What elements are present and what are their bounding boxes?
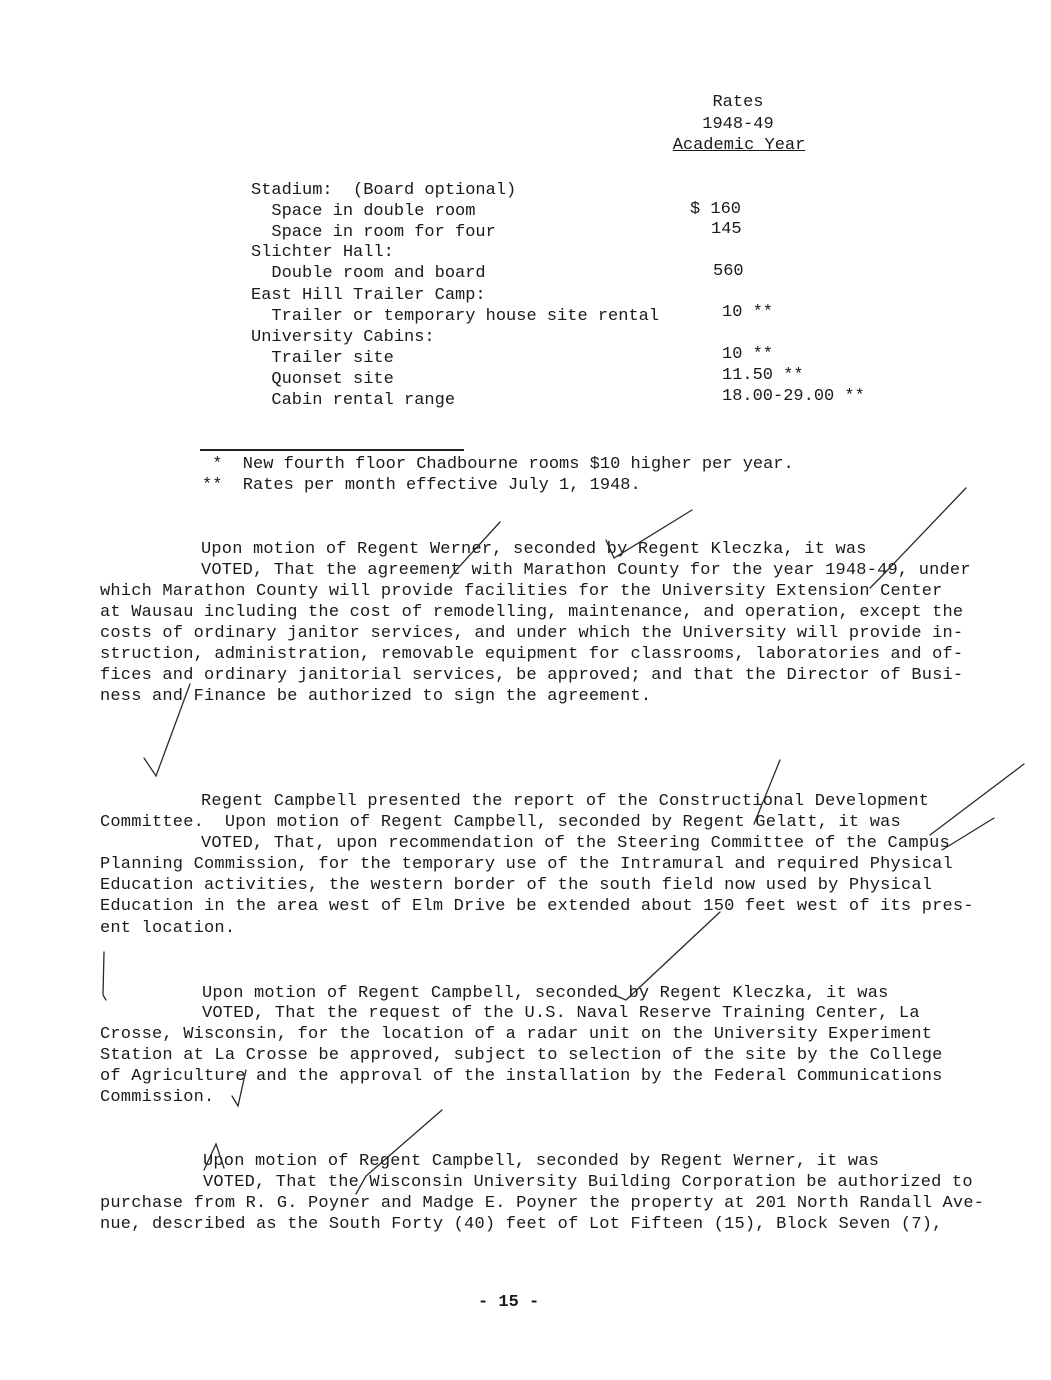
paragraph-line: Upon motion of Regent Werner, seconded by Regent Kleczka, it was [201,540,867,559]
rate-value: 10 ** [722,303,774,322]
rates-header-line2: 1948-49 [702,115,774,134]
rates-header-line1: Rates [712,93,764,112]
paragraph-line: costs of ordinary janitor services, and under which the University will provide in- [100,624,964,643]
paragraph-line: Committee. Upon motion of Regent Campbell, seconded by Regent Gelatt, it was [100,813,901,832]
check-mark-icon [942,818,994,850]
check-mark-icon [232,1070,246,1106]
rate-value: $ 160 [690,200,742,219]
rate-value: 10 ** [722,345,774,364]
rate-label: East Hill Trailer Camp: [251,286,486,305]
check-mark-icon [870,488,966,588]
check-mark-icon [204,1144,224,1170]
paragraph-line: Crosse, Wisconsin, for the location of a radar unit on the University Experiment [100,1025,933,1044]
rate-label: Slichter Hall: [251,243,394,262]
rate-label: Space in double room [251,202,476,221]
check-mark-icon [356,1110,442,1194]
check-mark-icon [103,952,106,1000]
paragraph-line: VOTED, That the Wisconsin University Building Corporation be authorized to [203,1173,973,1192]
paragraph-line: of Agriculture and the approval of the installation by the Federal Communications [100,1067,943,1086]
paragraph-line: nue, described as the South Forty (40) feet of Lot Fifteen (15), Block Seven (7), [100,1215,943,1234]
paragraph-line: which Marathon County will provide facilities for the University Extension Center [100,582,943,601]
footnote: ** Rates per month effective July 1, 1948. [202,476,641,495]
rate-label: Double room and board [251,264,486,283]
page-number: - 15 - [478,1293,540,1312]
paragraph-line: Regent Campbell presented the report of the Constructional Development [201,792,930,811]
paragraph-line: VOTED, That the request of the U.S. Naval Reserve Training Center, La [202,1004,920,1023]
paragraph-line: VOTED, That, upon recommendation of the Steering Committee of the Campus [201,834,950,853]
rate-value: 560 [713,262,744,281]
rate-label: Trailer site [251,349,394,368]
rate-label: Quonset site [251,370,394,389]
rate-label: University Cabins: [251,328,435,347]
paragraph-line: ent location. [100,919,236,938]
paragraph-line: Commission. [100,1088,215,1107]
paragraph-line: Education activities, the western border of the south field now used by Physical [100,876,933,895]
rate-value: 145 [711,220,742,239]
rate-label: Stadium: (Board optional) [251,181,517,200]
paragraph-line: fices and ordinary janitorial services, be approved; and that the Director of Busi- [100,666,964,685]
paragraph-line: at Wausau including the cost of remodelling, maintenance, and operation, except the [100,603,964,622]
paragraph-line: purchase from R. G. Poyner and Madge E. Poyner the property at 201 North Randall Ave- [100,1194,985,1213]
rate-label: Trailer or temporary house site rental [251,307,660,326]
check-mark-icon [614,912,720,1000]
paragraph-line: Planning Commission, for the temporary use of the Intramural and required Physical [100,855,953,874]
rate-label: Space in room for four [251,223,496,242]
check-mark-icon [754,760,780,824]
rates-header-line3: Academic Year [672,136,806,155]
paragraph-line: ness and Finance be authorized to sign the agreement. [100,687,652,706]
check-mark-icon [606,510,692,558]
rate-value: 18.00-29.00 ** [722,387,865,406]
rate-value: 11.50 ** [722,366,804,385]
paragraph-line: Upon motion of Regent Campbell, seconded by Regent Werner, it was [203,1152,880,1171]
paragraph-line: VOTED, That the agreement with Marathon County for the year 1948-49, under [201,561,971,580]
check-mark-icon [930,764,1024,835]
check-mark-icon [144,684,190,776]
paragraph-line: Station at La Crosse be approved, subject to selection of the site by the College [100,1046,943,1065]
paragraph-line: Education in the area west of Elm Drive be extended about 150 feet west of its pres- [100,897,974,916]
footnote: * New fourth floor Chadbourne rooms $10 higher per year. [202,455,794,474]
rate-label: Cabin rental range [251,391,456,410]
paragraph-line: Upon motion of Regent Campbell, seconded by Regent Kleczka, it was [202,984,889,1003]
paragraph-line: struction, administration, removable equipment for classrooms, laboratories and of- [100,645,964,664]
check-mark-icon [450,522,500,578]
